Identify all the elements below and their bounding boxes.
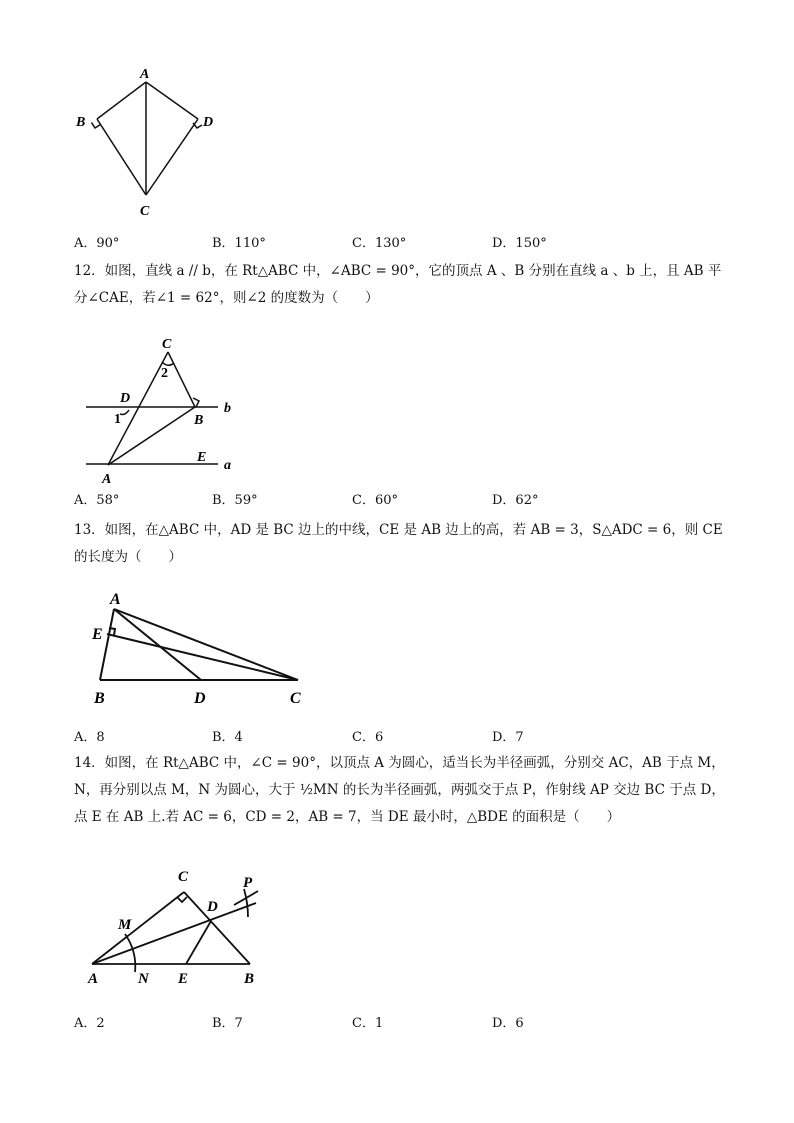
q12-figure xyxy=(78,330,248,490)
q14-line-2: N，再分别以点 M，N 为圆心，大于 ½MN 的长为半径画弧，两弧交于点 P，作射线 AP 交边 BC 于点 D， xyxy=(74,782,725,798)
q12-label-C: C xyxy=(162,337,172,352)
q14-option-b[interactable]: B．7 xyxy=(212,1016,243,1031)
q11-label-D: D xyxy=(203,115,214,130)
q13-option-a[interactable]: A．8 xyxy=(74,730,105,745)
q13-option-b[interactable]: B．4 xyxy=(212,730,243,745)
q13-option-d[interactable]: D．7 xyxy=(492,730,524,745)
q12-label-A: A xyxy=(102,472,112,487)
q14-label-A: A xyxy=(88,971,99,987)
q14-label-D: D xyxy=(207,899,218,915)
q11-option-c[interactable]: C．130° xyxy=(352,236,407,251)
q13-figure xyxy=(88,585,328,710)
q14-option-d[interactable]: D．6 xyxy=(492,1016,524,1031)
q13-label-B: B xyxy=(94,690,105,707)
q14-option-c[interactable]: C．1 xyxy=(352,1016,384,1031)
q14-label-E: E xyxy=(178,971,189,987)
q11-label-C: C xyxy=(140,204,150,219)
q12-line-2: 分∠CAE，若∠1 = 62°，则∠2 的度数为（ ） xyxy=(74,290,379,306)
q11-option-a[interactable]: A．90° xyxy=(74,236,120,251)
q13-text xyxy=(74,517,734,571)
q12-label-2: 2 xyxy=(161,366,168,381)
q14-label-P: P xyxy=(243,875,253,891)
q13-label-E: E xyxy=(92,626,103,643)
q13-label-C: C xyxy=(290,690,301,707)
q14-option-a[interactable]: A．2 xyxy=(74,1016,105,1031)
q14-label-M: M xyxy=(118,917,132,933)
q12-line-1: 12．如图，直线 a // b，在 Rt△ABC 中，∠ABC = 90°，它的顶点 A 、B 分别在直线 a 、b 上，且 AB 平 xyxy=(74,263,722,279)
q14-line-1: 14．如图，在 Rt△ABC 中，∠C = 90°，以顶点 A 为圆心，适当长为半径画弧，分别交 AC，AB 于点 M， xyxy=(74,755,725,771)
q12-option-d[interactable]: D．62° xyxy=(492,493,539,508)
q14-label-N: N xyxy=(138,971,149,987)
q12-text xyxy=(74,258,734,312)
q14-label-C: C xyxy=(178,869,189,885)
q11-label-A: A xyxy=(140,67,150,82)
q13-line-2: 的长度为（ ） xyxy=(74,549,182,565)
q13-label-A: A xyxy=(110,591,121,608)
q12-option-a[interactable]: A．58° xyxy=(74,493,120,508)
q11-figure xyxy=(70,62,230,222)
q13-line-1: 13．如图，在△ABC 中，AD 是 BC 边上的中线，CE 是 AB 边上的高，若 AB = 3，S△ADC = 6，则 CE xyxy=(74,522,723,538)
q13-option-c[interactable]: C．6 xyxy=(352,730,384,745)
q13-label-D: D xyxy=(194,690,206,707)
q12-option-b[interactable]: B．59° xyxy=(212,493,258,508)
q12-label-D: D xyxy=(120,391,131,406)
q12-label-B: B xyxy=(194,413,204,428)
q11-option-b[interactable]: B．110° xyxy=(212,236,266,251)
q11-option-d[interactable]: D．150° xyxy=(492,236,547,251)
q11-label-B: B xyxy=(76,115,86,130)
q14-line-3: 点 E 在 AB 上.若 AC = 6，CD = 2，AB = 7，当 DE 最小时，△BDE 的面积是（ ） xyxy=(74,809,621,825)
q14-figure xyxy=(78,855,298,995)
q12-label-E: E xyxy=(197,450,207,465)
q12-label-b: b xyxy=(224,401,231,416)
q12-label-a: a xyxy=(224,458,231,473)
q14-text xyxy=(74,750,734,831)
q12-option-c[interactable]: C．60° xyxy=(352,493,398,508)
q12-label-1: 1 xyxy=(114,412,121,427)
q14-label-B: B xyxy=(244,971,255,987)
